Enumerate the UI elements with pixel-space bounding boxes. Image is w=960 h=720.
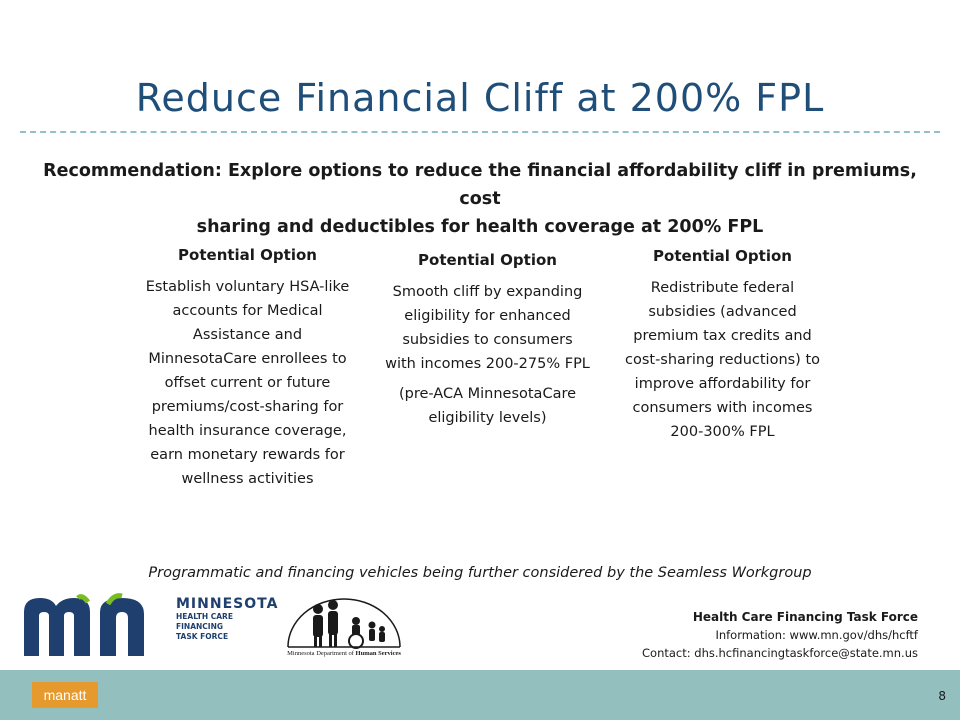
option-note: (pre-ACA MinnesotaCare eligibility levels) [398, 386, 577, 426]
option-body: Redistribute federal subsidies (advanced premium tax credits and cost-sharing reductions) to improve affordability for consumers with incomes 200-300% FPL [624, 280, 821, 440]
manatt-logo: manatt [32, 682, 98, 708]
option-card-3 [620, 246, 825, 444]
logo-subtitle-3: TASK FORCE [176, 632, 229, 641]
recommendation-text [20, 157, 940, 241]
dhs-caption-bold: Human Services [355, 650, 401, 657]
option-heading: Potential Option [653, 247, 792, 265]
contact-email-link[interactable]: Contact: dhs.hcfinancingtaskforce@state.mn.us [642, 646, 918, 660]
slide-title: Reduce Financial Cliff at 200% FPL [135, 76, 825, 120]
option-heading: Potential Option [418, 251, 557, 269]
title-divider [20, 131, 940, 133]
contact-org: Health Care Financing Task Force [692, 610, 918, 624]
footnote: Programmatic and financing vehicles being further considered by the Seamless Workgroup [148, 565, 812, 581]
dhs-caption-prefix: Minnesota Department of [287, 650, 356, 657]
page-number: 8 [938, 689, 946, 703]
recommendation-line-1: Recommendation: Explore options to reduce the financial affordability cliff in premiums, cost [43, 161, 917, 209]
contact-block [642, 608, 918, 662]
option-heading: Potential Option [178, 246, 317, 264]
footer-bar [0, 670, 960, 720]
dhs-caption [272, 650, 416, 657]
logo-subtitle-1: HEALTH CARE [176, 612, 233, 621]
minnesota-logo-icon [22, 592, 174, 660]
option-body: Smooth cliff by expanding eligibility for enhanced subsidies to consumers with incomes 200-275% FPL [385, 284, 590, 372]
contact-info-link[interactable]: Information: www.mn.gov/dhs/hcftf [715, 628, 918, 642]
option-body: Establish voluntary HSA-like accounts for Medical Assistance and MinnesotaCare enrollees to offset current or future premiums/cost-sharing for health insurance coverage, earn monetary rewards for wellness activities [145, 279, 350, 487]
recommendation-line-2: sharing and deductibles for health coverage at 200% FPL [196, 217, 764, 237]
logo-subtitle-2: FINANCING [176, 622, 223, 631]
option-card-2 [385, 250, 590, 430]
minnesota-logo-text [176, 596, 278, 642]
minnesota-name: MINNESOTA [176, 596, 279, 612]
option-card-1 [145, 245, 350, 491]
